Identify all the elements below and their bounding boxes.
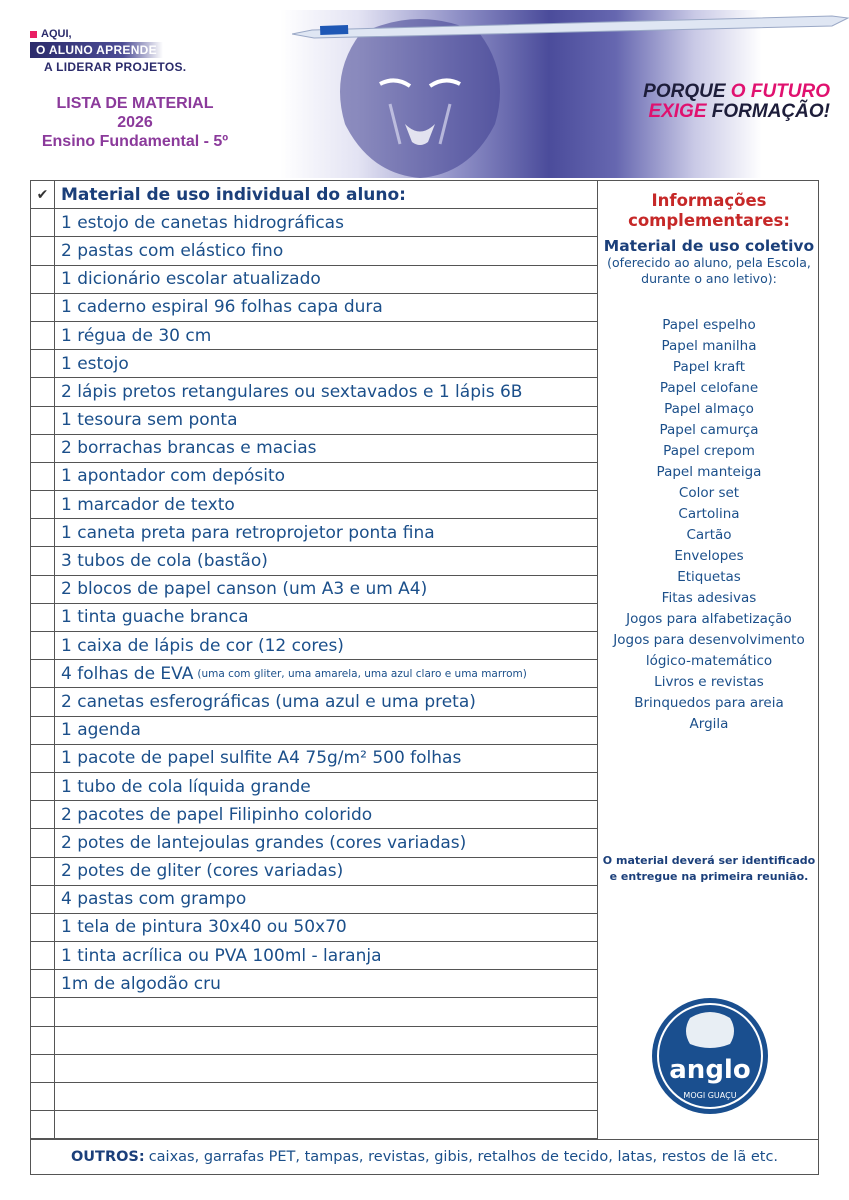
item-text: 2 potes de gliter (cores variadas) (61, 861, 344, 882)
item-cell (55, 660, 597, 687)
item-cell (55, 350, 597, 377)
collective-item: Papel manteiga (656, 464, 762, 480)
item-detail: (uma com gliter, uma amarela, uma azul claro e uma marrom) (197, 667, 527, 680)
item-text: 2 blocos de papel canson (um A3 e um A4) (61, 579, 428, 600)
checkbox-cell (31, 322, 55, 349)
checkbox-cell (31, 632, 55, 659)
checkbox-cell (31, 407, 55, 434)
pen-icon (292, 12, 849, 42)
item-text: 1 dicionário escolar atualizado (61, 269, 321, 290)
empty-row (31, 1083, 597, 1111)
footer-others (30, 1139, 819, 1175)
empty-row (31, 998, 597, 1026)
item-text: 1 agenda (61, 720, 141, 741)
checkbox-cell (31, 576, 55, 603)
item-cell (55, 237, 597, 264)
info-panel (597, 181, 820, 1140)
checkbox-cell (31, 1083, 55, 1110)
item-cell (55, 942, 597, 969)
checkbox-cell (31, 1055, 55, 1082)
item-text: 2 borrachas brancas e macias (61, 438, 317, 459)
item-text: 1 estojo de canetas hidrográficas (61, 212, 344, 233)
logo-word: anglo (669, 1055, 751, 1085)
bullet-square-icon (30, 31, 37, 38)
item-text: 1 caneta preta para retroprojetor ponta fina (61, 522, 435, 543)
list-heading-row (31, 181, 597, 209)
collective-list (598, 315, 820, 735)
item-cell (55, 1111, 597, 1138)
item-text: 1 apontador com depósito (61, 466, 286, 487)
list-item (31, 717, 597, 745)
future-word-2: O FUTURO (730, 81, 830, 102)
list-item (31, 970, 597, 998)
item-text: 1 estojo (61, 353, 129, 374)
list-item (31, 942, 597, 970)
empty-row (31, 1027, 597, 1055)
page-title (20, 94, 250, 151)
item-cell (55, 435, 597, 462)
list-item (31, 632, 597, 660)
collective-item: lógico-matemático (645, 653, 773, 669)
item-cell (55, 688, 597, 715)
item-cell (55, 801, 597, 828)
list-item (31, 294, 597, 322)
collective-item: Papel crepom (663, 443, 755, 459)
collective-item: Color set (678, 485, 740, 501)
collective-item: Livros e revistas (654, 674, 764, 690)
item-cell (55, 1083, 597, 1110)
checkbox-cell (31, 1111, 55, 1138)
item-cell (55, 829, 597, 856)
item-text: 2 pacotes de papel Filipinho colorido (61, 804, 373, 825)
identification-note: O material deverá ser identificado e entregue na primeira reunião. (602, 854, 816, 883)
title-year: 2026 (117, 114, 153, 131)
checkbox-cell (31, 998, 55, 1025)
collective-title: Material de uso coletivo (603, 237, 815, 255)
checkbox-cell (31, 829, 55, 856)
item-cell (55, 1027, 597, 1054)
school-slogan (30, 28, 260, 78)
collective-item: Argila (689, 716, 729, 732)
list-item (31, 463, 597, 491)
item-text: 4 folhas de EVA (61, 663, 194, 684)
item-text: 1 tesoura sem ponta (61, 410, 238, 431)
collective-item: Cartão (686, 527, 732, 543)
item-text: 1 marcador de texto (61, 494, 235, 515)
collective-item: Etiquetas (677, 569, 741, 585)
item-cell (55, 547, 597, 574)
list-item (31, 435, 597, 463)
title-text: LISTA DE MATERIAL (56, 95, 214, 112)
item-cell (55, 266, 597, 293)
item-text: 1 tinta acrílica ou PVA 100ml - laranja (61, 945, 382, 966)
checkbox-cell (31, 350, 55, 377)
checkbox-cell (31, 688, 55, 715)
future-slogan (600, 82, 830, 122)
checkbox-cell (31, 914, 55, 941)
item-cell (55, 773, 597, 800)
info-title: Informações complementares: (628, 191, 790, 230)
checkbox-cell (31, 435, 55, 462)
footer-label: OUTROS: (70, 1149, 145, 1165)
checkbox-cell (31, 294, 55, 321)
list-item (31, 604, 597, 632)
empty-row (31, 1111, 597, 1139)
list-item (31, 688, 597, 716)
list-item (31, 576, 597, 604)
item-text: 2 canetas esferográficas (uma azul e uma preta) (61, 691, 476, 712)
item-cell (55, 463, 597, 490)
item-text: 2 pastas com elástico fino (61, 240, 284, 261)
item-text: 1 tela de pintura 30x40 ou 50x70 (61, 917, 347, 938)
collective-item: Jogos para alfabetização (626, 611, 792, 627)
checkbox-cell (31, 717, 55, 744)
item-text: 1 pacote de papel sulfite A4 75g/m² 500 folhas (61, 748, 462, 769)
list-item (31, 547, 597, 575)
list-item (31, 491, 597, 519)
item-cell (55, 914, 597, 941)
item-cell (55, 576, 597, 603)
list-item (31, 519, 597, 547)
checkbox-cell (31, 801, 55, 828)
list-item (31, 914, 597, 942)
list-item (31, 407, 597, 435)
list-item (31, 378, 597, 406)
list-item (31, 660, 597, 688)
item-cell (55, 407, 597, 434)
item-cell (55, 745, 597, 772)
checkbox-cell (31, 773, 55, 800)
collective-item: Papel manilha (661, 338, 757, 354)
item-cell (55, 998, 597, 1025)
list-item (31, 266, 597, 294)
list-item (31, 773, 597, 801)
checkbox-cell (31, 604, 55, 631)
material-table (30, 180, 819, 1139)
item-cell (55, 717, 597, 744)
slogan-line-1: AQUI, (41, 28, 72, 40)
checkbox-cell (31, 745, 55, 772)
item-text: 1 caderno espiral 96 folhas capa dura (61, 297, 383, 318)
logo-sub: MOGI GUAÇU (683, 1091, 737, 1100)
checkbox-cell (31, 378, 55, 405)
empty-row (31, 1055, 597, 1083)
collective-item: Papel espelho (662, 317, 756, 333)
item-cell (55, 322, 597, 349)
checkbox-cell (31, 660, 55, 687)
list-heading-text: Material de uso individual do aluno: (61, 184, 406, 205)
collective-item: Brinquedos para areia (634, 695, 784, 711)
item-text: 1 tubo de cola líquida grande (61, 776, 311, 797)
checkbox-cell (31, 491, 55, 518)
item-text: 2 lápis pretos retangulares ou sextavados e 1 lápis 6B (61, 381, 523, 402)
checkbox-cell (31, 463, 55, 490)
list-item (31, 886, 597, 914)
checkbox-cell (31, 519, 55, 546)
collective-item: Papel celofane (659, 380, 759, 396)
anglo-logo (650, 996, 770, 1116)
checkbox-cell (31, 942, 55, 969)
future-word-4: FORMAÇÃO! (711, 101, 830, 122)
checkbox-cell (31, 547, 55, 574)
title-level: Ensino Fundamental - 5º (41, 133, 229, 150)
collective-item: Envelopes (674, 548, 744, 564)
item-cell (55, 519, 597, 546)
item-cell (55, 491, 597, 518)
collective-item: Papel almaço (664, 401, 754, 417)
item-text: 3 tubos de cola (bastão) (61, 551, 268, 572)
item-cell (55, 632, 597, 659)
item-cell (55, 858, 597, 885)
collective-item: Cartolina (678, 506, 740, 522)
checkbox-cell (31, 209, 55, 236)
checkbox-cell (31, 970, 55, 997)
item-cell (55, 886, 597, 913)
collective-item: Jogos para desenvolvimento (613, 632, 805, 648)
checkmark-icon: ✔ (36, 186, 49, 203)
list-item (31, 237, 597, 265)
checkbox-cell (31, 886, 55, 913)
checkbox-cell (31, 1027, 55, 1054)
collective-item: Papel kraft (672, 359, 746, 375)
checkbox-cell (31, 237, 55, 264)
list-heading (55, 181, 597, 208)
list-item (31, 801, 597, 829)
future-word-3: EXIGE (648, 101, 712, 122)
item-cell (55, 378, 597, 405)
item-text: 1 tinta guache branca (61, 607, 249, 628)
item-cell (55, 1055, 597, 1082)
individual-list (31, 181, 597, 1139)
list-item (31, 858, 597, 886)
item-text: 4 pastas com grampo (61, 889, 247, 910)
item-cell (55, 209, 597, 236)
collective-subtitle: (oferecido ao aluno, pela Escola, durante o ano letivo): (607, 255, 811, 286)
footer-text: caixas, garrafas PET, tampas, revistas, gibis, retalhos de tecido, latas, restos de lã etc. (148, 1149, 779, 1165)
item-text: 1 régua de 30 cm (61, 325, 212, 346)
item-cell (55, 294, 597, 321)
checkbox-cell (31, 181, 55, 208)
slogan-line-3: A LIDERAR PROJETOS. (44, 60, 187, 74)
item-text: 1m de algodão cru (61, 973, 221, 994)
list-item (31, 322, 597, 350)
slogan-line-2: O ALUNO APRENDE (30, 42, 163, 58)
future-word-1: PORQUE (643, 81, 731, 102)
checkbox-cell (31, 858, 55, 885)
list-item (31, 829, 597, 857)
collective-item: Fitas adesivas (661, 590, 757, 606)
list-item (31, 209, 597, 237)
checkbox-cell (31, 266, 55, 293)
item-text: 2 potes de lantejoulas grandes (cores variadas) (61, 832, 467, 853)
list-item (31, 350, 597, 378)
header (0, 0, 849, 180)
collective-item: Papel camurça (659, 422, 759, 438)
item-text: 1 caixa de lápis de cor (12 cores) (61, 635, 344, 656)
item-cell (55, 970, 597, 997)
item-cell (55, 604, 597, 631)
list-item (31, 745, 597, 773)
